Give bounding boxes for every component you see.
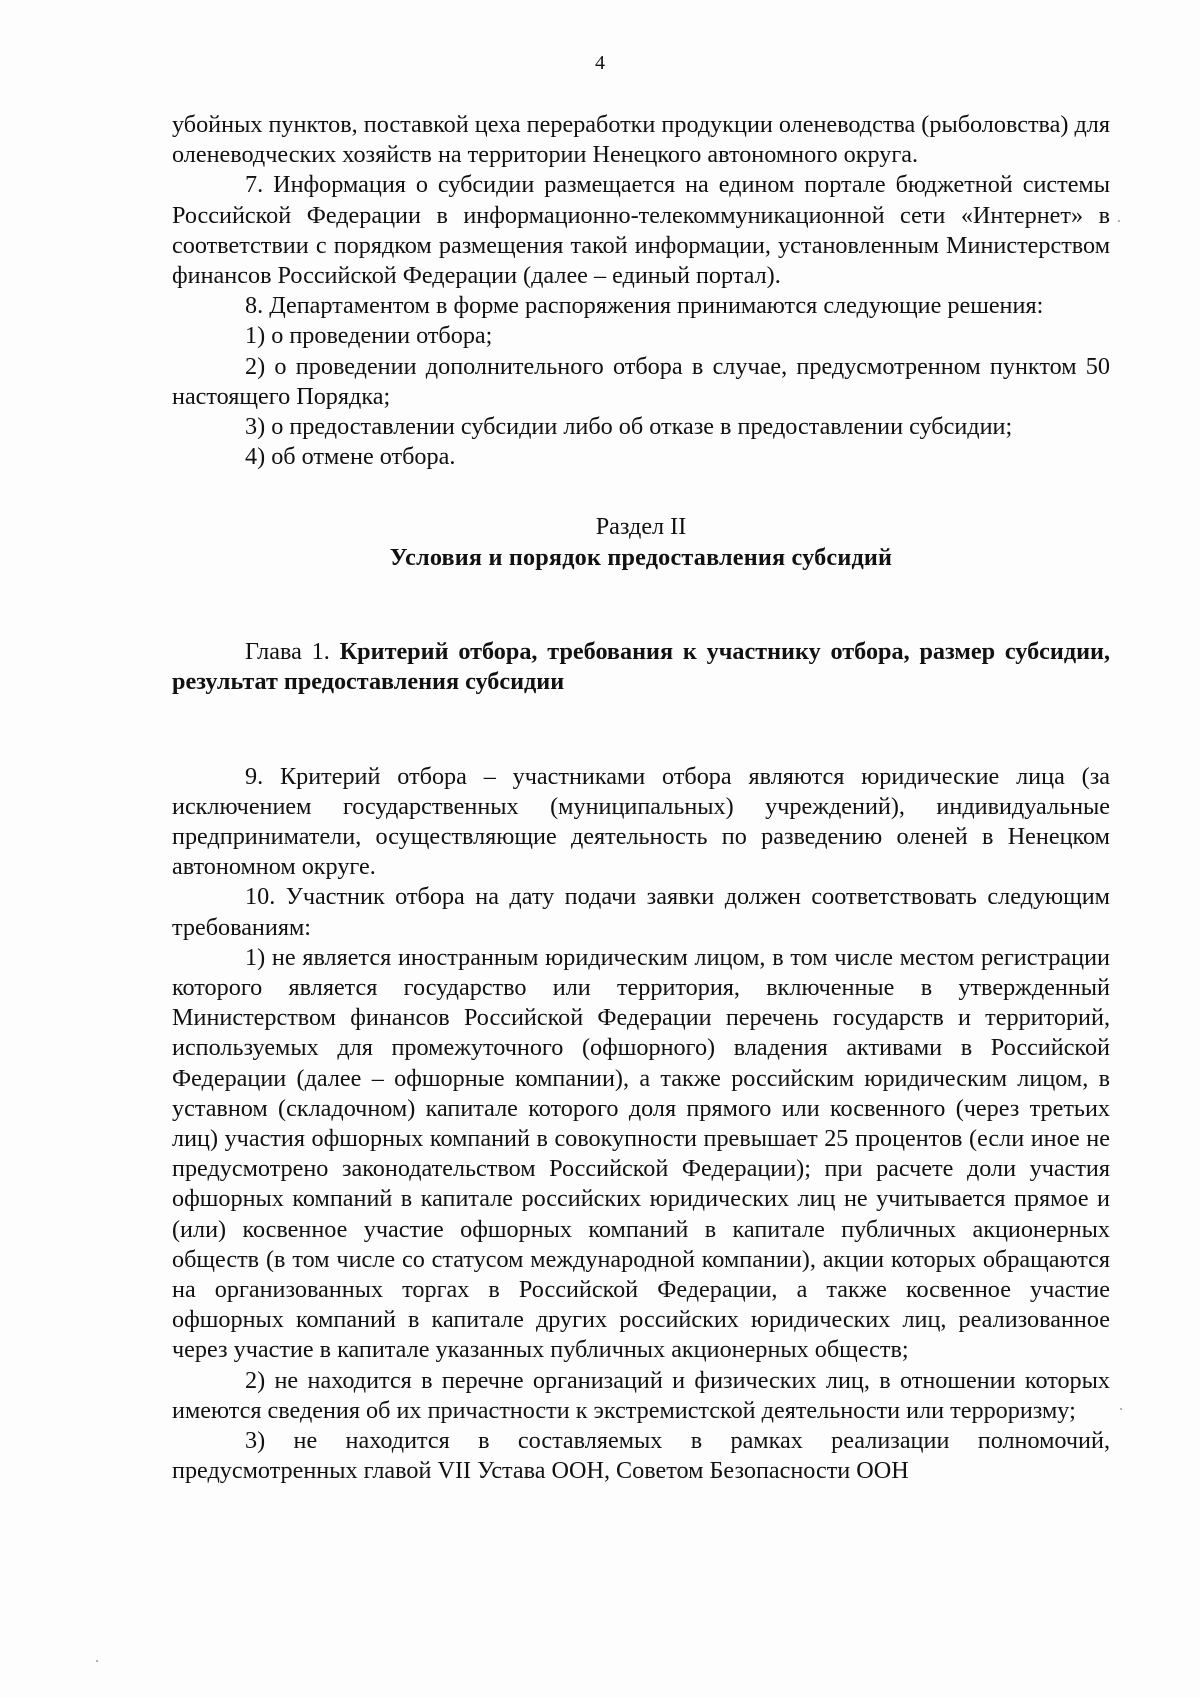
chapter-title: Критерий отбора, требования к участнику отбора, размер субсидии, результат предоставления субсидии (172, 638, 1111, 696)
list-item: 2) о проведении дополнительного отбора в случае, предусмотренном пунктом 50 настоящего Порядка; (172, 352, 1110, 410)
paragraph: убойных пунктов, поставкой цеха переработки продукции оленеводства (рыболовства) для оленеводческих хозяйств на территории Ненецкого автономного округа. (172, 111, 1110, 169)
paragraphs-after (172, 762, 1110, 1487)
section-title: Условия и порядок предоставления субсидий (389, 543, 893, 571)
scan-speck (96, 1660, 98, 1662)
scan-speck (1120, 1408, 1122, 1410)
paragraph-9: 9. Критерий отбора – участниками отбора являются юридические лица (за исключением государственных (муниципальных) учреждений), индивидуальные предприниматели, осуществляющие деятельность по разведению оленей в Ненецком автономном округе. (172, 762, 1110, 881)
section-label: Раздел II (595, 513, 687, 541)
list-item: 1) не является иностранным юридическим лицом, в том числе местом регистрации которого является государство или территория, включенные в утвержденный Министерством финансов Российской Федерации перечень государств и территорий, используемых для промежуточного (офшорного) владения активами в Российской Федерации (далее – офшорные компании), а также российским юридическим лицом, в уставном (складочном) капитале которого доля прямого или косвенного (через третьих лиц) участия офшорных компаний в совокупности превышает 25 процентов (если иное не предусмотрено законодательством Российской Федерации); при расчете доли участия офшорных компаний в капитале российских юридических лиц не учитывается прямое и (или) косвенное участие офшорных компаний в капитале публичных акционерных обществ (в том числе со статусом международной компании), акции которых обращаются на организованных торгах в Российской Федерации, а также косвенное участие офшорных компаний в капитале других российских юридических лиц, реализованное через участие в капитале указанных публичных акционерных обществ; (172, 943, 1110, 1364)
document-body (172, 110, 1110, 1487)
paragraphs-before (172, 110, 1110, 472)
list-item: 1) о проведении отбора; (245, 322, 493, 350)
list-item: 3) не находится в составляемых в рамках реализации полномочий, предусмотренных главой VII Устава ООН, Советом Безопасности ООН (172, 1427, 1110, 1485)
list-item: 3) о предоставлении субсидии либо об отказе в предоставлении субсидии; (245, 413, 1013, 441)
page-number: 4 (595, 52, 605, 74)
paragraph-10: 10. Участник отбора на дату подачи заявки должен соответствовать следующим требованиям: (172, 883, 1110, 941)
scan-speck (1118, 220, 1120, 222)
list-item: 2) не находится в перечне организаций и физических лиц, в отношении которых имеются сведения об их причастности к экстремистской деятельности или терроризму; (172, 1366, 1110, 1424)
chapter-heading (172, 637, 1110, 697)
chapter-label: Глава 1. (245, 638, 330, 666)
paragraph-7: 7. Информация о субсидии размещается на едином портале бюджетной системы Российской Федерации в информационно-телекоммуникационной сети «Интернет» в соответствии с порядком размещения такой информации, установленным Министерством финансов Российской Федерации (далее – единый портал). (172, 171, 1110, 290)
list-item: 4) об отмене отбора. (245, 443, 456, 471)
paragraph-8: 8. Департаментом в форме распоряжения принимаются следующие решения: (245, 292, 1044, 320)
